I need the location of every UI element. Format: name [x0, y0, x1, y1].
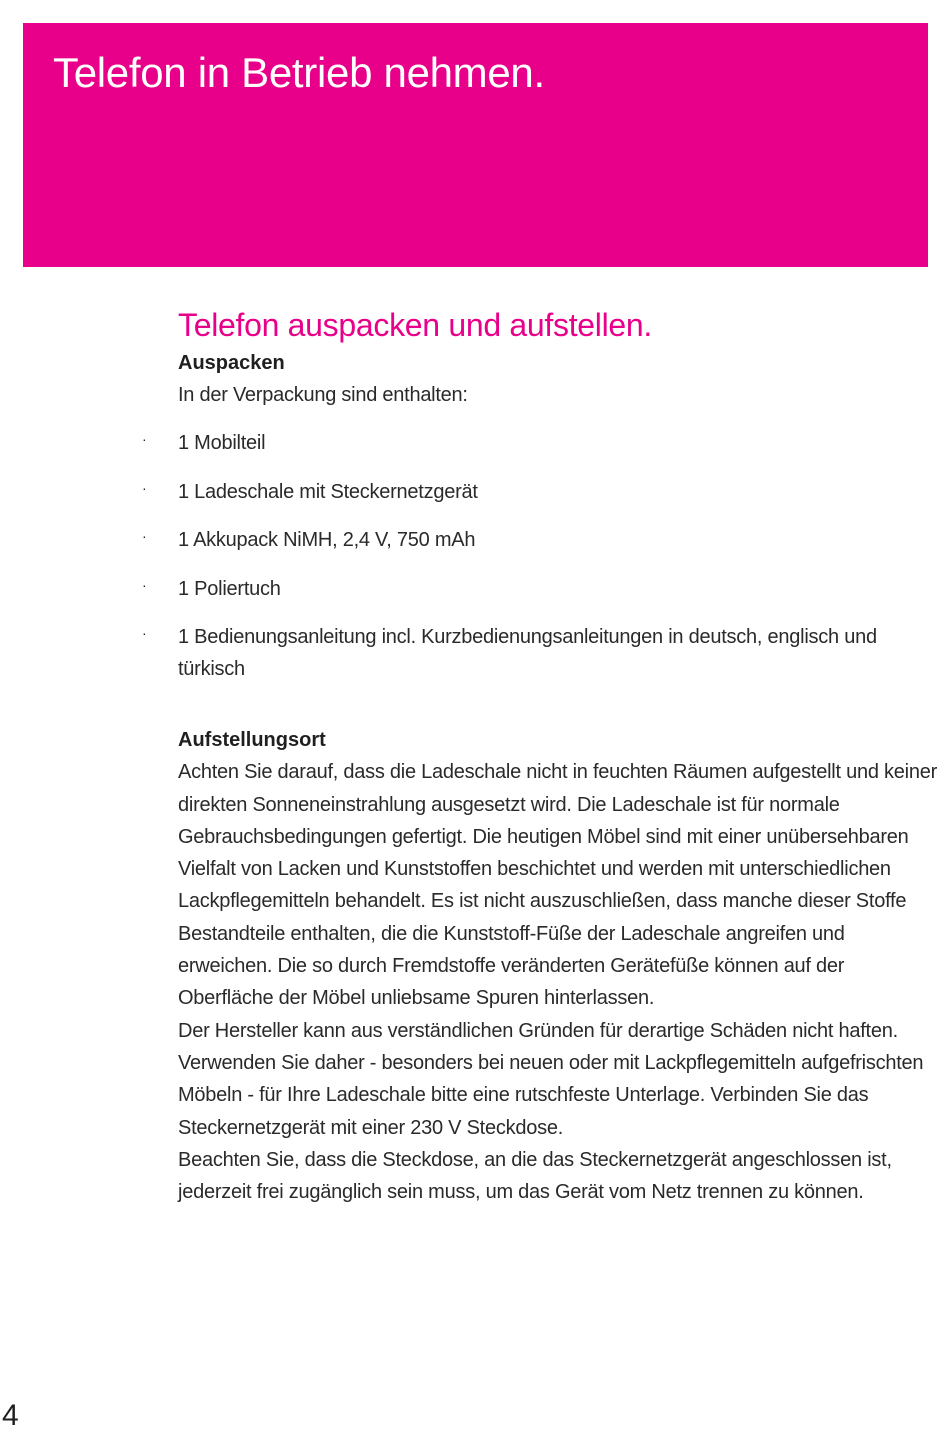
bullet-icon: ·	[142, 528, 147, 545]
page-content	[142, 303, 938, 1208]
list-item	[142, 427, 938, 459]
bullet-icon: ·	[142, 431, 147, 448]
list-item	[142, 524, 938, 556]
location-paragraph-2: Der Hersteller kann aus verständlichen Gründen für derartige Schäden nicht haften. Verwenden Sie daher - besonders bei neuen oder mit Lackpflegemitteln aufgefrischten Möbeln - für Ihre Ladeschale bitte eine rutschfeste Unterlage. Verbinden Sie das Steckernetzgerät mit einer 230 V Steckdose.	[178, 1019, 924, 1139]
list-item-text: 1 Akkupack NiMH, 2,4 V, 750 mAh	[178, 529, 476, 552]
list-item-text: 1 Mobilteil	[178, 432, 266, 455]
chapter-title: Telefon in Betrieb nehmen.	[53, 49, 545, 96]
unpacking-intro: In der Verpackung sind enthalten:	[178, 384, 468, 406]
list-item-text: 1 Poliertuch	[178, 577, 281, 600]
section-title: Telefon auspacken und aufstellen.	[178, 307, 653, 343]
unpacking-heading: Auspacken	[178, 352, 285, 374]
bullet-icon: ·	[142, 625, 147, 642]
page-number: 4	[2, 1399, 19, 1432]
location-heading: Aufstellungsort	[178, 729, 326, 752]
list-item-text: 1 Bedienungsanleitung incl. Kurzbedienungsanleitungen in deutsch, englisch und türkisch	[178, 626, 877, 681]
chapter-header-band	[23, 23, 928, 267]
package-contents-list	[142, 427, 938, 685]
list-item	[142, 621, 938, 685]
bullet-icon: ·	[142, 479, 147, 496]
bullet-icon: ·	[142, 576, 147, 593]
list-item	[142, 573, 938, 605]
location-paragraph-3: Beachten Sie, dass die Steckdose, an die das Steckernetzgerät angeschlossen ist, jederzeit frei zugänglich sein muss, um das Gerät vom Netz trennen zu können.	[178, 1148, 892, 1204]
location-paragraph-1: Achten Sie darauf, dass die Ladeschale nicht in feuchten Räumen aufgestellt und keiner direkten Sonneneinstrahlung ausgesetzt wird. Die Ladeschale ist für normale Gebrauchsbedingungen gefertigt. Die heutigen Möbel sind mit einer unübersehbaren Vielfalt von Lacken und Kunststoffen beschichtet und werden mit unterschiedlichen Lackpflegemitteln behandelt. Es ist nicht auszuschließen, dass manche dieser Stoffe Bestandteile enthalten, die die Kunststoff-Füße der Ladeschale angreifen und erweichen. Die so durch Fremdstoffe veränderten Gerätefüße können auf der Oberfläche der Möbel unliebsame Spuren hinterlassen.	[178, 761, 938, 1010]
list-item	[142, 476, 938, 508]
list-item-text: 1 Ladeschale mit Steckernetzgerät	[178, 480, 478, 503]
